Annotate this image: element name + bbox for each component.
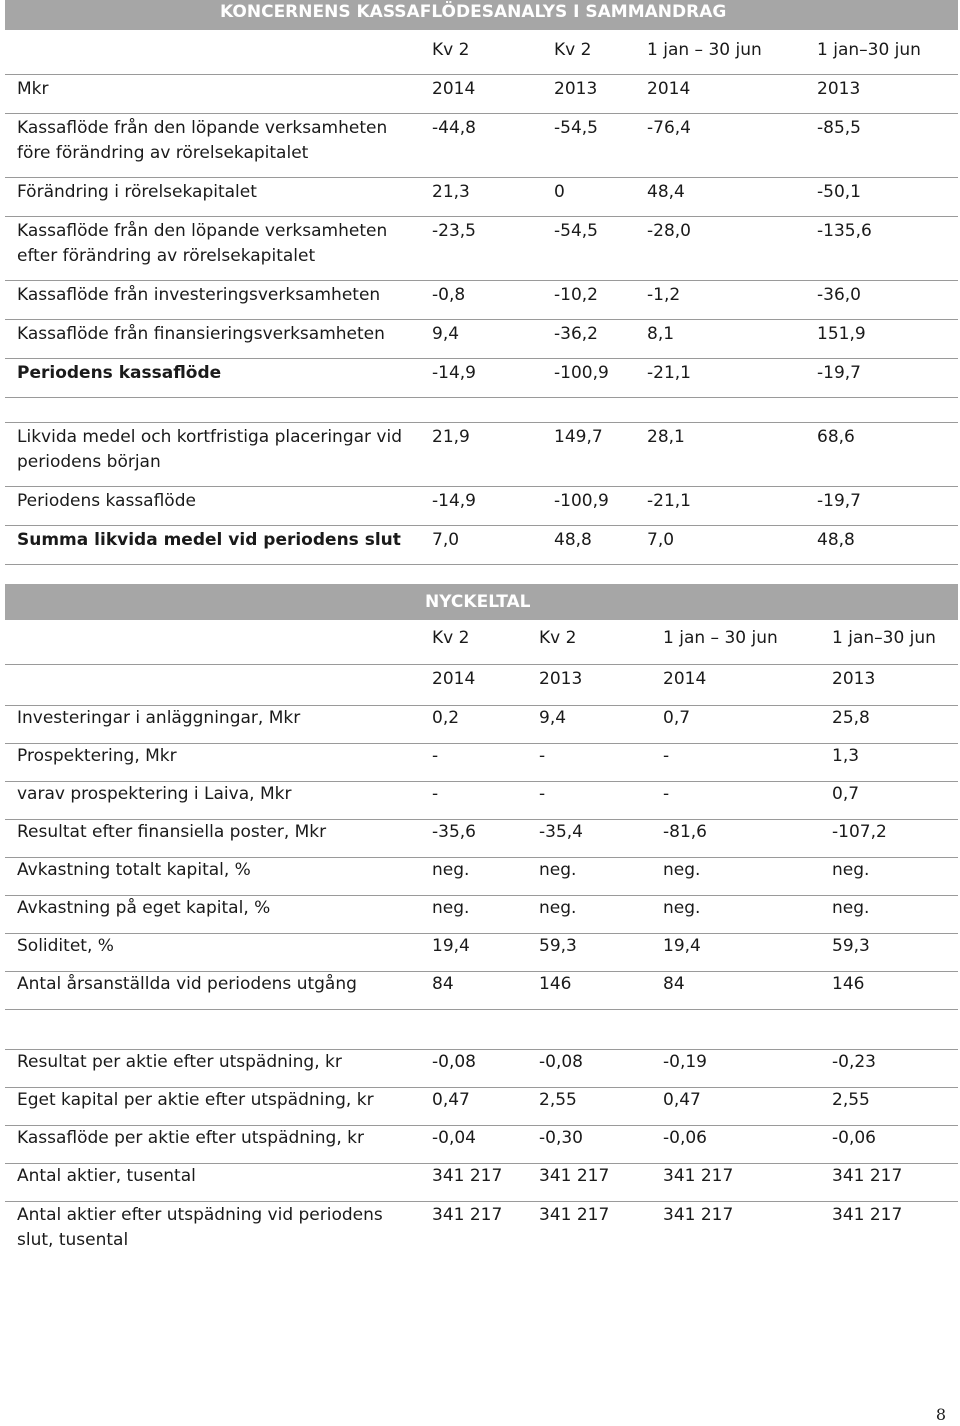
- table-row: [5, 934, 958, 972]
- table-row: [5, 1088, 958, 1126]
- row-value: 48,8: [554, 530, 592, 550]
- header-year: 2013: [554, 79, 598, 99]
- table-row: [5, 423, 958, 487]
- header-year: 2014: [647, 79, 691, 99]
- row-value: 48,4: [647, 182, 685, 202]
- cashflow-title-banner: [5, 0, 958, 30]
- row-value: -19,7: [817, 363, 861, 383]
- table-row: [5, 178, 958, 217]
- row-value: 341 217: [663, 1205, 734, 1225]
- row-label: Antal årsanställda vid periodens utgång: [17, 974, 357, 994]
- row-label: Likvida medel och kortfristiga placeringar vid periodens början: [17, 427, 403, 472]
- row-value: -: [663, 746, 670, 766]
- row-value: 0,7: [832, 784, 860, 804]
- row-value: 25,8: [832, 708, 870, 728]
- table-row: [5, 320, 958, 359]
- row-value: -0,30: [539, 1128, 583, 1148]
- row-label: Antal aktier, tusental: [17, 1166, 196, 1186]
- row-value: -: [539, 746, 546, 766]
- cashflow-header-periods-row: [5, 36, 958, 75]
- row-value: 8,1: [647, 324, 675, 344]
- row-value: 28,1: [647, 427, 685, 447]
- row-value: 2,55: [832, 1090, 870, 1110]
- row-value: -35,6: [432, 822, 476, 842]
- row-value: -135,6: [817, 221, 872, 241]
- row-value: -0,08: [539, 1052, 583, 1072]
- row-value: -14,9: [432, 363, 476, 383]
- row-value: neg.: [539, 898, 577, 918]
- row-value: 146: [832, 974, 865, 994]
- row-value: -36,2: [554, 324, 598, 344]
- row-label: Kassaflöde per aktie efter utspädning, kr: [17, 1128, 364, 1148]
- row-value: 9,4: [539, 708, 567, 728]
- table-row: [5, 896, 958, 934]
- row-value: -81,6: [663, 822, 707, 842]
- row-value: -76,4: [647, 118, 691, 138]
- table-row: [5, 1203, 958, 1263]
- row-value: 0,47: [432, 1090, 470, 1110]
- row-value: 7,0: [432, 530, 460, 550]
- row-value: -54,5: [554, 118, 598, 138]
- row-label: Investeringar i anläggningar, Mkr: [17, 708, 301, 728]
- row-value: -: [663, 784, 670, 804]
- row-value: -0,8: [432, 285, 466, 305]
- row-label: Avkastning på eget kapital, %: [17, 898, 271, 918]
- row-value: neg.: [832, 898, 870, 918]
- row-value: 68,6: [817, 427, 855, 447]
- row-value: -0,08: [432, 1052, 476, 1072]
- row-value: 341 217: [539, 1166, 610, 1186]
- header-year: 2014: [663, 669, 707, 689]
- row-value: -1,2: [647, 285, 681, 305]
- row-label: Periodens kassaflöde: [17, 363, 222, 383]
- table-row: [5, 1164, 958, 1202]
- row-value: 149,7: [554, 427, 603, 447]
- row-value: neg.: [539, 860, 577, 880]
- keyfigures-header-periods-row: [5, 621, 958, 665]
- row-value: 146: [539, 974, 572, 994]
- table-row-total: [5, 526, 958, 565]
- row-value: 2,55: [539, 1090, 577, 1110]
- table-row: [5, 487, 958, 526]
- row-value: 84: [663, 974, 685, 994]
- row-value: 0,7: [663, 708, 691, 728]
- keyfigures-header-years-row: [5, 665, 958, 706]
- table-row: [5, 782, 958, 820]
- row-value: -35,4: [539, 822, 583, 842]
- row-value: 21,3: [432, 182, 470, 202]
- row-value: 341 217: [832, 1205, 903, 1225]
- row-label: varav prospektering i Laiva, Mkr: [17, 784, 292, 804]
- row-value: neg.: [432, 898, 470, 918]
- row-value: 48,8: [817, 530, 855, 550]
- row-value: -19,7: [817, 491, 861, 511]
- row-value: -10,2: [554, 285, 598, 305]
- header-period: 1 jan – 30 jun: [647, 40, 762, 60]
- keyfigures-title-banner: [5, 584, 958, 620]
- cashflow-header-years-row: [5, 75, 958, 114]
- row-value: -28,0: [647, 221, 691, 241]
- row-value: -21,1: [647, 363, 691, 383]
- row-value: -0,06: [663, 1128, 707, 1148]
- row-value: -100,9: [554, 363, 609, 383]
- row-value: -21,1: [647, 491, 691, 511]
- row-value: -0,06: [832, 1128, 876, 1148]
- row-value: -0,23: [832, 1052, 876, 1072]
- row-label: Kassaflöde från finansieringsverksamheten: [17, 324, 385, 344]
- table-row: [5, 744, 958, 782]
- header-year: 2013: [539, 669, 583, 689]
- row-value: 19,4: [663, 936, 701, 956]
- row-value: 59,3: [832, 936, 870, 956]
- row-value: -: [432, 746, 439, 766]
- row-value: neg.: [663, 860, 701, 880]
- header-period: Kv 2: [432, 40, 470, 60]
- row-value: -14,9: [432, 491, 476, 511]
- header-unit: Mkr: [17, 79, 49, 99]
- row-label: Soliditet, %: [17, 936, 114, 956]
- row-value: 341 217: [432, 1205, 503, 1225]
- row-value: -: [432, 784, 439, 804]
- row-value: -36,0: [817, 285, 861, 305]
- row-value: 9,4: [432, 324, 460, 344]
- row-label: Periodens kassaflöde: [17, 491, 196, 511]
- row-value: -: [539, 784, 546, 804]
- table-row: [5, 706, 958, 744]
- header-period: 1 jan–30 jun: [832, 628, 936, 648]
- header-year: 2014: [432, 669, 476, 689]
- row-label: Resultat efter finansiella poster, Mkr: [17, 822, 327, 842]
- row-value: 21,9: [432, 427, 470, 447]
- row-value: 7,0: [647, 530, 675, 550]
- row-value: 341 217: [832, 1166, 903, 1186]
- row-value: neg.: [832, 860, 870, 880]
- row-label: Antal aktier efter utspädning vid periodens slut, tusental: [17, 1205, 383, 1250]
- row-value: neg.: [432, 860, 470, 880]
- row-label: Eget kapital per aktie efter utspädning, kr: [17, 1090, 374, 1110]
- header-period: Kv 2: [554, 40, 592, 60]
- row-label: Kassaflöde från den löpande verksamheten efter förändring av rörelsekapitalet: [17, 221, 388, 266]
- row-value: -107,2: [832, 822, 887, 842]
- spacer-row: [5, 1010, 958, 1050]
- row-value: -23,5: [432, 221, 476, 241]
- row-value: 0,47: [663, 1090, 701, 1110]
- row-value: 151,9: [817, 324, 866, 344]
- row-label: Avkastning totalt kapital, %: [17, 860, 251, 880]
- row-value: 0,2: [432, 708, 460, 728]
- header-year: 2013: [832, 669, 876, 689]
- row-value: 19,4: [432, 936, 470, 956]
- row-value: 0: [554, 182, 565, 202]
- page-number: 8: [935, 1405, 946, 1424]
- header-period: Kv 2: [432, 628, 470, 648]
- row-value: -50,1: [817, 182, 861, 202]
- table-row: [5, 858, 958, 896]
- header-period: 1 jan – 30 jun: [663, 628, 778, 648]
- row-label: Summa likvida medel vid periodens slut: [17, 530, 401, 550]
- row-value: 84: [432, 974, 454, 994]
- row-value: -0,19: [663, 1052, 707, 1072]
- spacer-row: [5, 398, 958, 423]
- row-label: Kassaflöde från den löpande verksamheten före förändring av rörelsekapitalet: [17, 118, 388, 163]
- row-label: Förändring i rörelsekapitalet: [17, 182, 257, 202]
- row-value: neg.: [663, 898, 701, 918]
- header-period: Kv 2: [539, 628, 577, 648]
- cashflow-title: KONCERNENS KASSAFLÖDESANALYS I SAMMANDRAG: [220, 2, 727, 22]
- row-label: Resultat per aktie efter utspädning, kr: [17, 1052, 342, 1072]
- table-row-total: [5, 359, 958, 398]
- header-year: 2013: [817, 79, 861, 99]
- table-row: [5, 972, 958, 1010]
- row-value: 341 217: [432, 1166, 503, 1186]
- row-value: -100,9: [554, 491, 609, 511]
- table-row: [5, 114, 958, 178]
- header-year: 2014: [432, 79, 476, 99]
- keyfigures-title: NYCKELTAL: [425, 592, 531, 612]
- row-label: Prospektering, Mkr: [17, 746, 177, 766]
- table-row: [5, 1050, 958, 1088]
- row-value: -85,5: [817, 118, 861, 138]
- row-value: 59,3: [539, 936, 577, 956]
- row-value: -54,5: [554, 221, 598, 241]
- row-value: 341 217: [663, 1166, 734, 1186]
- table-row: [5, 217, 958, 281]
- table-row: [5, 820, 958, 858]
- row-value: 341 217: [539, 1205, 610, 1225]
- table-row: [5, 1126, 958, 1164]
- table-row: [5, 281, 958, 320]
- row-value: 1,3: [832, 746, 860, 766]
- row-value: -0,04: [432, 1128, 476, 1148]
- row-value: -44,8: [432, 118, 476, 138]
- header-period: 1 jan–30 jun: [817, 40, 921, 60]
- row-label: Kassaflöde från investeringsverksamheten: [17, 285, 381, 305]
